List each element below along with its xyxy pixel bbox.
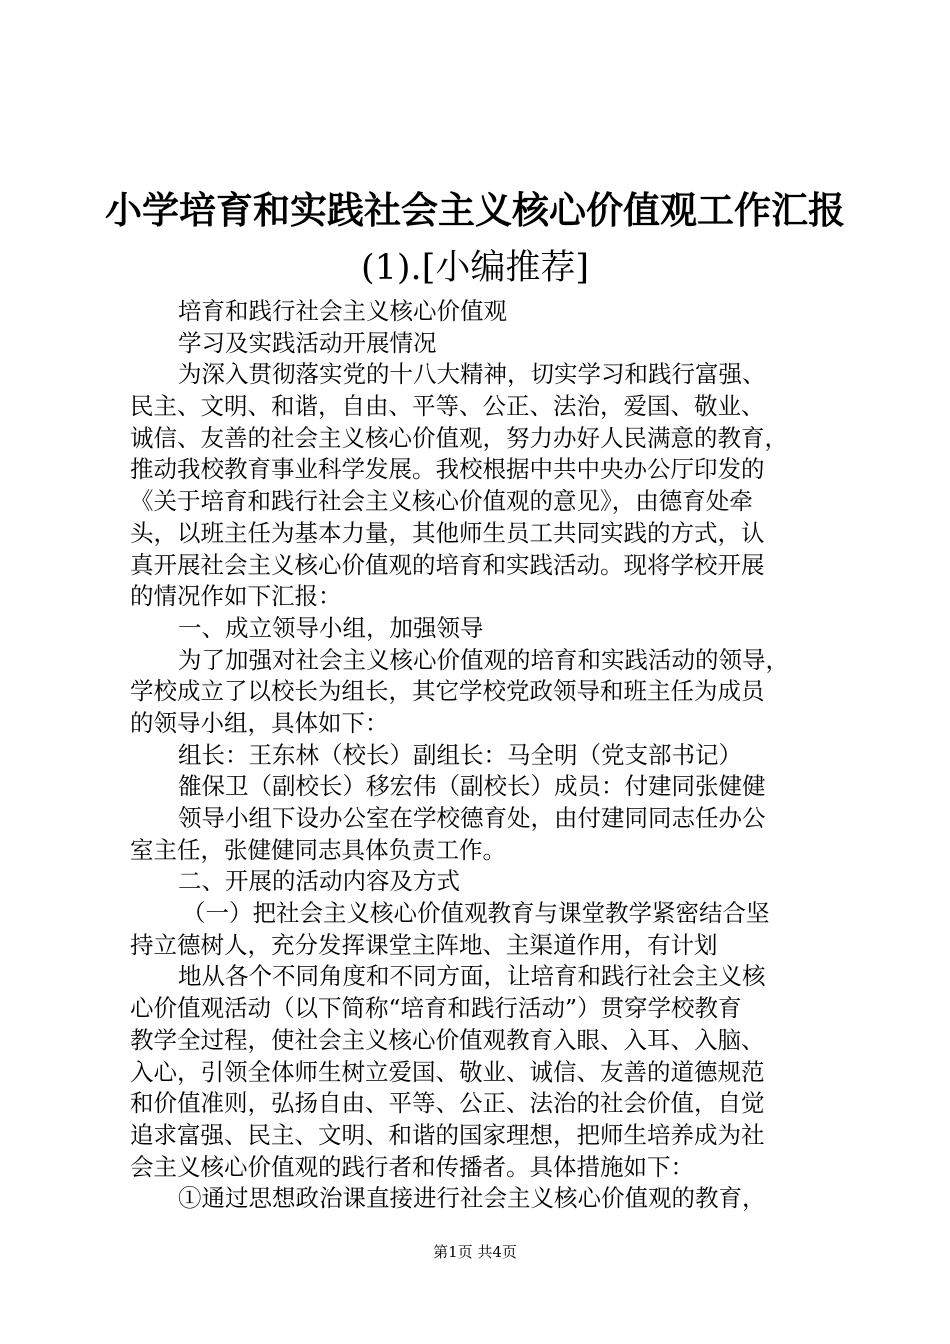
text-line: 室主任，张健健同志具体负责工作。 bbox=[130, 835, 506, 864]
text-line: 头，以班主任为基本力量，其他师生员工共同实践的方式，认 bbox=[130, 518, 765, 547]
text-line: 学校成立了以校长为组长，其它学校党政领导和班主任为成员 bbox=[130, 677, 765, 706]
text-line: ①通过思想政治课直接进行社会主义核心价值观的教育， bbox=[178, 1184, 766, 1213]
text-line: 培育和践行社会主义核心价值观 bbox=[178, 297, 507, 325]
text-line: 持立德树人，充分发挥课堂主阵地、主渠道作用，有计划 bbox=[130, 930, 718, 959]
text-line: 入心，引领全体师生树立爱国、敬业、诚信、友善的道德规范 bbox=[130, 1057, 765, 1086]
section-heading: 一、成立领导小组，加强领导 bbox=[178, 613, 484, 642]
text-line: 心价值观活动（以下简称“培育和践行活动”）贯穿学校教育 bbox=[130, 994, 742, 1023]
document-title: 小学培育和实践社会主义核心价值观工作汇报 bbox=[105, 188, 845, 232]
text-line: （一）把社会主义核心价值观教育与课堂教学紧密结合坚 bbox=[182, 899, 770, 928]
document-body bbox=[130, 296, 830, 1215]
page-footer: 第1页 共4页 bbox=[433, 1243, 517, 1261]
text-line: 的情况作如下汇报： bbox=[130, 582, 342, 611]
document-title-suffix: (1).[小编推荐] bbox=[360, 248, 589, 288]
text-line: 《关于培育和践行社会主义核心价值观的意见》，由德育处牵 bbox=[130, 487, 753, 516]
text-line: 为深入贯彻落实党的十八大精神，切实学习和践行富强、 bbox=[178, 360, 766, 389]
text-line: 追求富强、民主、文明、和谐的国家理想，把师生培养成为社 bbox=[130, 1120, 765, 1149]
text-line: 真开展社会主义核心价值观的培育和实践活动。现将学校开展 bbox=[130, 550, 765, 579]
text-line: 领导小组下设办公室在学校德育处，由付建同同志任办公 bbox=[178, 804, 766, 832]
text-line: 推动我校教育事业科学发展。我校根据中共中央办公厅印发的 bbox=[130, 455, 765, 484]
text-line: 地从各个不同角度和不同方面，让培育和践行社会主义核 bbox=[178, 962, 766, 991]
text-line: 会主义核心价值观的践行者和传播者。具体措施如下： bbox=[130, 1152, 694, 1181]
text-line: 教学全过程，使社会主义核心价值观教育入眼、入耳、入脑、 bbox=[130, 1025, 765, 1054]
text-line: 和价值准则，弘扬自由、平等、公正、法治的社会价值，自觉 bbox=[130, 1089, 765, 1118]
text-line: 学习及实践活动开展情况 bbox=[178, 328, 437, 357]
text-line: 雒保卫（副校长）移宏伟（副校长）成员：付建同张健健 bbox=[178, 772, 766, 801]
text-line: 为了加强对社会主义核心价值观的培育和实践活动的领导， bbox=[178, 645, 789, 674]
text-line: 组长：王东林（校长）副组长：马全明（党支部书记） bbox=[178, 740, 742, 769]
text-line: 诚信、友善的社会主义核心价值观，努力办好人民满意的教育， bbox=[130, 423, 788, 452]
text-line: 的领导小组，具体如下： bbox=[130, 708, 389, 737]
section-heading: 二、开展的活动内容及方式 bbox=[178, 867, 460, 896]
text-line: 民主、文明、和谐，自由、平等、公正、法治，爱国、敬业、 bbox=[130, 392, 765, 421]
